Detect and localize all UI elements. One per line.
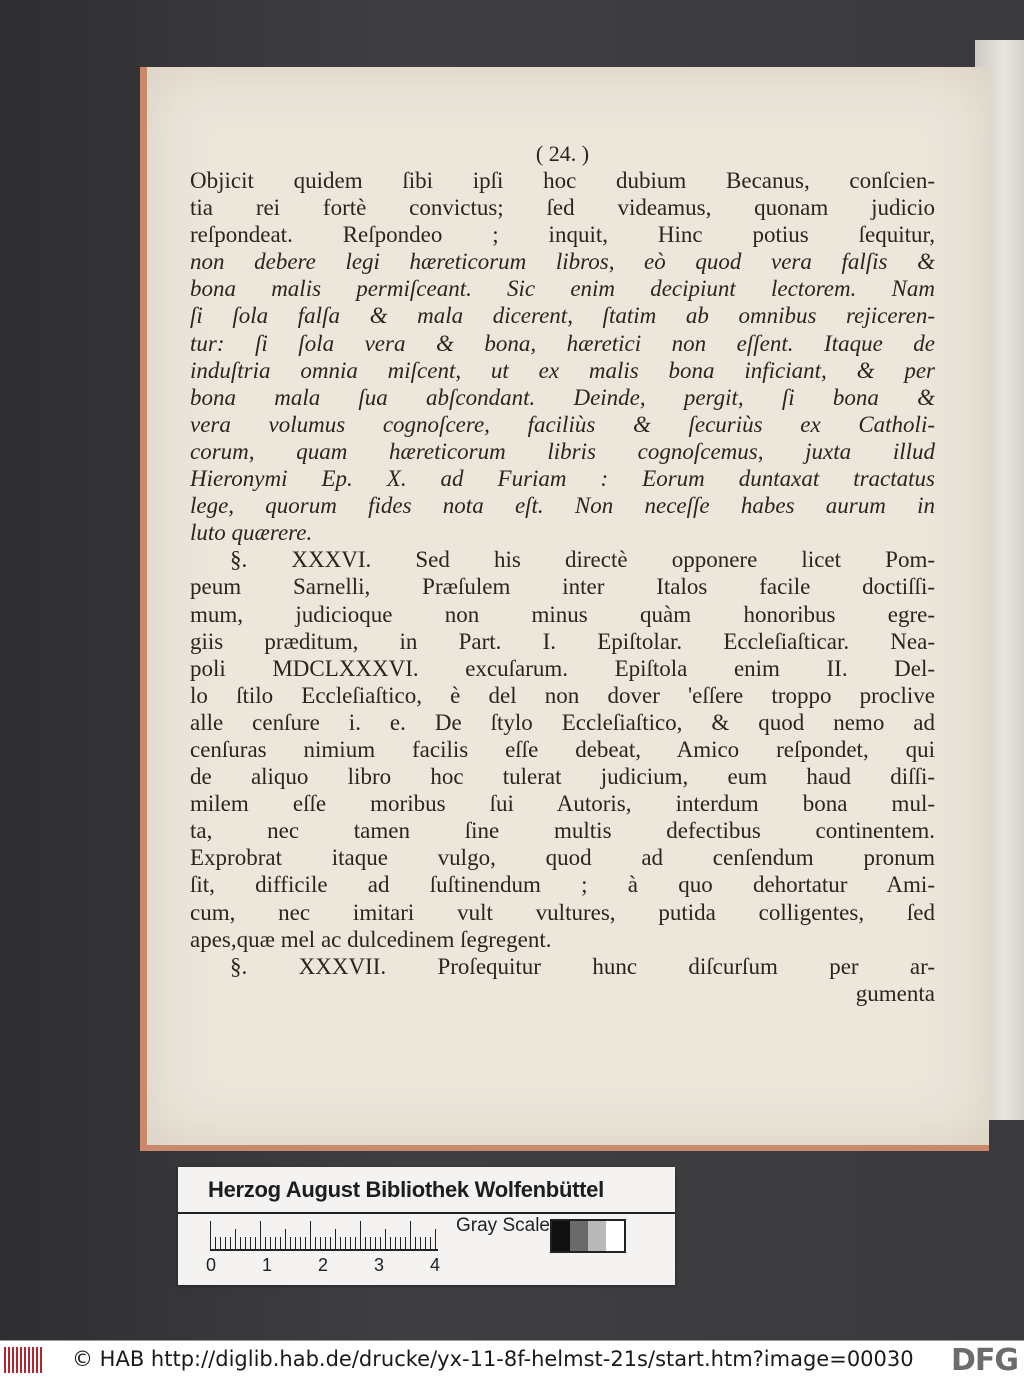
text-line: induſtria omnia miſcent, ut ex malis bona inficiant, & per [190,357,935,383]
text-line: mum, judicioque non minus quàm honoribus egre- [190,601,935,627]
ruler-tick [365,1237,366,1249]
text-lines [190,167,935,1007]
ruler-tick [240,1237,241,1249]
text-line: lo ſtilo Eccleſiaſtico, è del non dover 'eſſere troppo proclive [190,682,935,708]
ruler-tick [405,1237,406,1249]
ruler-tick [350,1237,351,1249]
library-color-card [178,1167,675,1285]
ruler-tick [415,1237,416,1249]
ruler-tick [280,1237,281,1249]
text-line: milem eſſe moribus ſui Autoris, interdum bona mul- [190,791,935,817]
text-line: bona malis permiſceant. Sic enim decipiunt lectorem. Nam [190,276,935,302]
text-line: ta, nec tamen ſine multis defectibus continentem. [190,818,935,844]
text-line: apes,quæ mel ac dulcedinem ſegregent. [190,926,552,952]
text-line: cenſuras nimium facilis eſſe debeat, Amico reſpondet, qui [190,736,935,762]
page-number: ( 24. ) [535,141,590,166]
ruler-tick [275,1237,276,1249]
ruler-baseline [210,1249,438,1251]
text-line: tia rei fortè convictus; ſed videamus, quonam judicio [190,195,935,221]
ruler-tick [430,1237,431,1249]
ruler-tick [400,1237,401,1249]
ruler-tick [410,1221,411,1249]
ruler-number: 3 [374,1255,385,1275]
ruler-tick [375,1237,376,1249]
text-line: Objicit quidem ſibi ipſi hoc dubium Becanus, conſcien- [190,168,935,193]
ruler-tick [345,1237,346,1249]
text-line: bona mala ſua abſcondant. Deinde, pergit, ſi bona & [190,384,935,410]
ruler-number: 4 [430,1255,441,1275]
ruler-tick [435,1229,436,1249]
ruler-tick [235,1229,236,1249]
ruler-tick [395,1237,396,1249]
ruler-tick [340,1237,341,1249]
ruler-tick [425,1237,426,1249]
text-line: non debere legi hæreticorum libros, eò quod vera falſis & [190,249,935,275]
ruler-tick [385,1229,386,1249]
text-line: cum, nec imitari vult vultures, putida colligentes, ſed [190,899,935,925]
ruler-tick [315,1237,316,1249]
page-text [190,140,935,1007]
ruler-tick [370,1237,371,1249]
ruler-tick [335,1229,336,1249]
ruler-number: 0 [206,1255,217,1275]
ruler-tick [270,1237,271,1249]
ruler-tick [260,1221,261,1249]
ruler-tick [215,1237,216,1249]
ruler-tick [310,1221,311,1249]
text-line: §. XXXVI. Sed his directè opponere licet Pom- [230,547,935,573]
ruler-tick [225,1237,226,1249]
ruler-tick [210,1221,211,1249]
measurement-ruler [210,1219,438,1247]
ruler-tick [285,1229,286,1249]
text-line: peum Sarnelli, Præſulem inter Italos facile doctiſſi- [190,574,935,600]
ruler-tick [390,1237,391,1249]
label-divider [178,1212,675,1214]
ruler-tick [300,1237,301,1249]
text-line: §. XXXVII. Proſequitur hunc diſcurſum per ar- [230,953,935,979]
ruler-tick [355,1237,356,1249]
ruler-tick [330,1237,331,1249]
text-line: ſit, difficile ad ſuſtinendum ; à quo dehortatur Ami- [190,872,935,898]
text-line: poli MDCLXXXVI. excuſarum. Epiſtola enim II. Del- [190,655,935,681]
gray-scale-swatches [550,1219,626,1253]
gray-scale-label: Gray Scale [456,1215,550,1236]
ruler-number: 1 [262,1255,273,1275]
gray-swatch [552,1221,570,1251]
ruler-tick [255,1237,256,1249]
text-line: lege, quorum fides nota eſt. Non neceſſe habes aurum in [190,493,935,519]
ruler-tick [325,1237,326,1249]
text-line: alle cenſure i. e. De ſtylo Eccleſiaſtico, & quod nemo ad [190,709,935,735]
text-line: Exprobrat itaque vulgo, quod ad cenſendum pronum [190,845,935,871]
ruler-tick [220,1237,221,1249]
ruler-tick [305,1237,306,1249]
text-line: giis præditum, in Part. I. Epiſtolar. Eccleſiaſticar. Nea- [190,628,935,654]
gray-swatch [570,1221,588,1251]
ruler-tick [245,1237,246,1249]
dfg-logo: DFG [950,1343,1018,1378]
copyright-url[interactable]: © HAB http://diglib.hab.de/drucke/yx-11-8f-helmst-21s/start.htm?image=00030 [72,1347,914,1371]
ruler-number: 2 [318,1255,329,1275]
ruler-tick [360,1221,361,1249]
gray-swatch [588,1221,606,1251]
ruler-tick [320,1237,321,1249]
text-line: ſi ſola falſa & mala dicerent, ſtatim ab omnibus rejiceren- [190,303,935,329]
ruler-tick [265,1237,266,1249]
ruler-tick [230,1237,231,1249]
text-line: corum, quam hæreticorum libris cognoſcemus, juxta illud [190,438,935,464]
ruler-tick [290,1237,291,1249]
ruler-tick [250,1237,251,1249]
text-line: tur: ſi ſola vera & bona, hæretici non eſſent. Itaque de [190,330,935,356]
ruler-tick [420,1237,421,1249]
footer-bar [0,1340,1024,1380]
library-name: Herzog August Bibliothek Wolfenbüttel [208,1177,604,1202]
text-line: de aliquo libro hoc tulerat judicium, eum haud diſſi- [190,764,935,790]
text-line: reſpondeat. Reſpondeo ; inquit, Hinc potius ſequitur, [190,222,935,248]
ruler-tick [295,1237,296,1249]
ruler-tick [380,1237,381,1249]
gray-swatch [606,1221,624,1251]
barcode-icon [4,1347,46,1373]
text-line: luto quærere. [190,520,313,546]
text-line: vera volumus cognoſcere, faciliùs & ſecuriùs ex Catholi- [190,411,935,437]
text-line: Hieronymi Ep. X. ad Furiam : Eorum duntaxat tractatus [190,466,935,492]
text-line: gumenta [855,980,935,1006]
